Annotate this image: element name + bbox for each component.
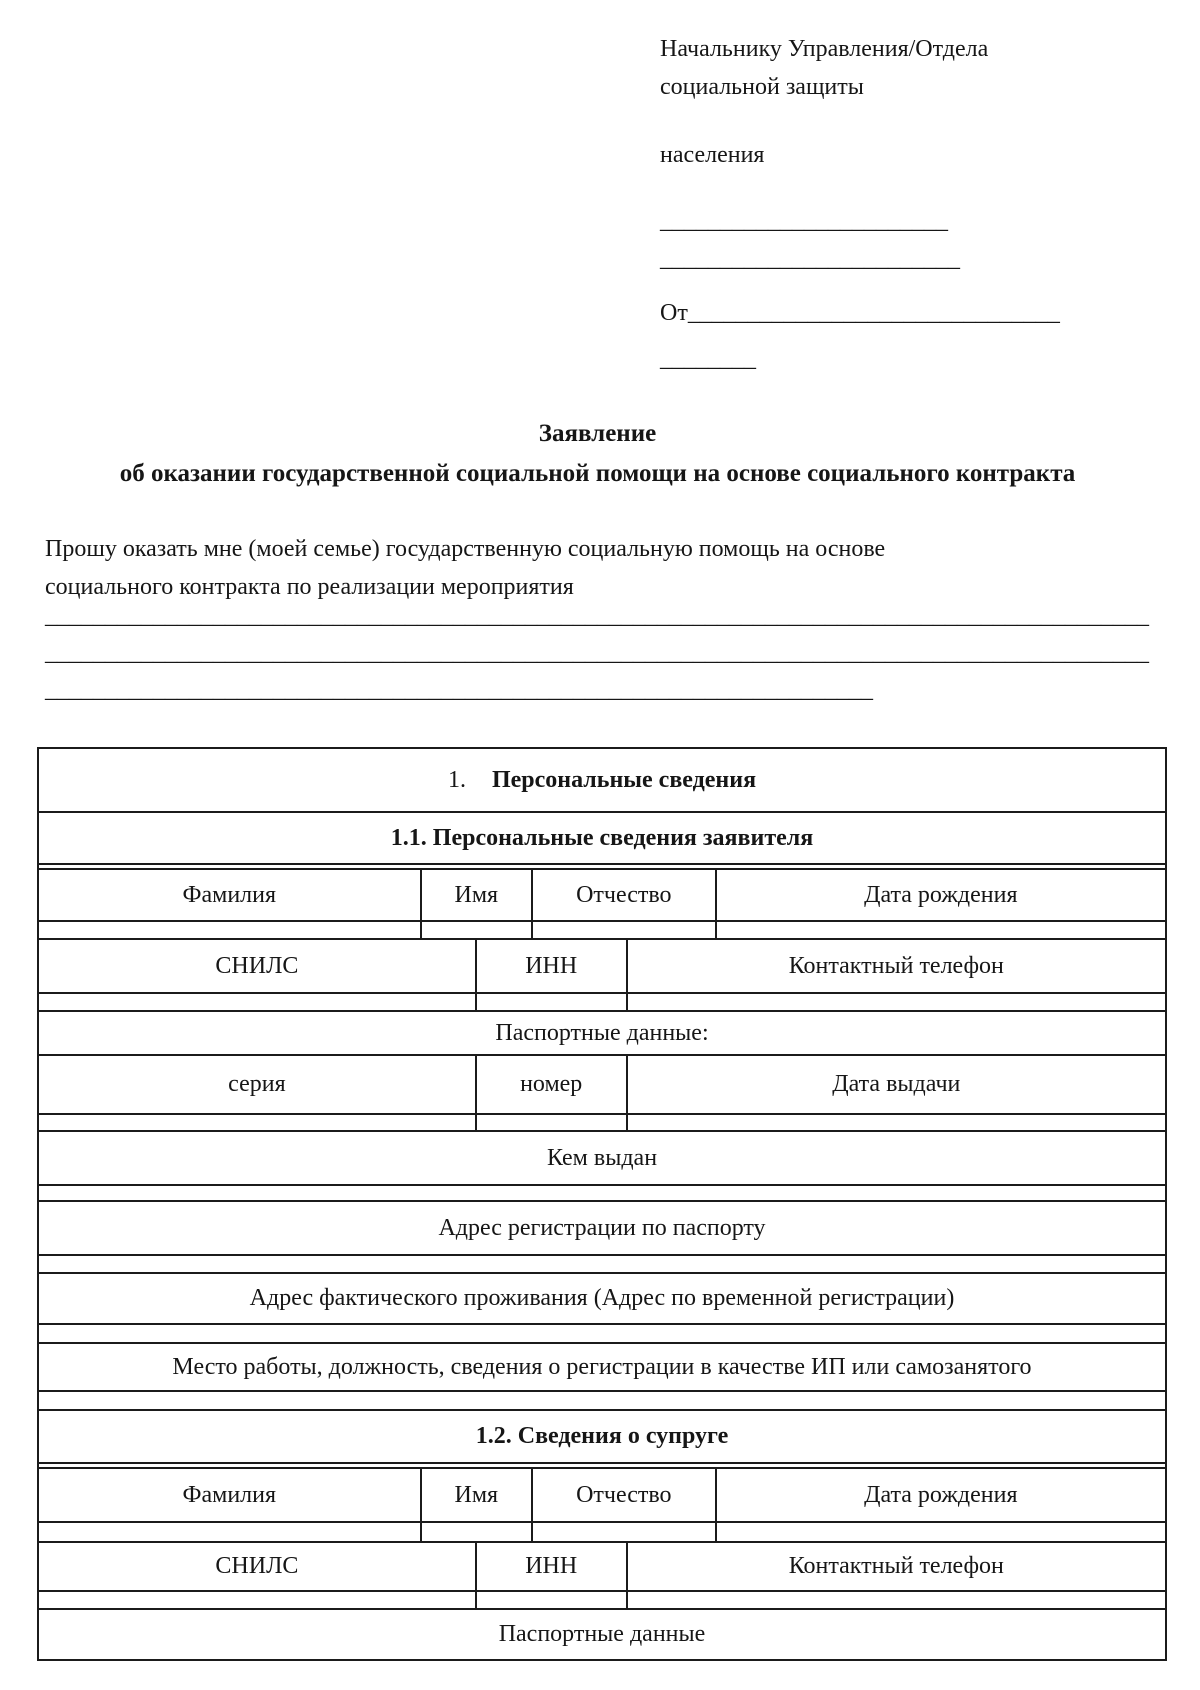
inn-header-cell: ИНН — [475, 940, 626, 992]
addressee-blank-line-2: _________________________ — [660, 246, 960, 272]
snils-input-cell-spouse — [39, 1592, 475, 1608]
name-header-cell: Имя — [420, 870, 531, 920]
document-title-line-2: об оказании государственной социальной помощи на основе социального контракта — [119, 460, 1076, 487]
fio-header-row-spouse — [39, 1467, 1165, 1523]
phone-input-cell-spouse — [626, 1592, 1165, 1608]
contact-header-row-spouse — [39, 1543, 1165, 1592]
series-header-cell: серия — [228, 1071, 286, 1097]
issued-by-row: Кем выдан — [39, 1132, 1165, 1186]
work-info-input-row — [39, 1392, 1165, 1411]
name-input-cell — [420, 922, 531, 938]
addressee-block — [660, 30, 1140, 378]
intro-paragraph: Прошу оказать мне (моей семье) государственную социальную помощь на основе социального контракта по реализации мероприятия — [45, 536, 886, 600]
fio-header-row — [39, 868, 1165, 922]
fact-address-input-row — [39, 1325, 1165, 1344]
from-blank: _______________________________ — [687, 300, 1060, 326]
contact-input-row — [39, 994, 1165, 1012]
reg-address-row: Адрес регистрации по паспорту — [39, 1202, 1165, 1256]
passport-input-row — [39, 1115, 1165, 1132]
passport-title-row-spouse: Паспортные данные — [498, 1621, 706, 1647]
birthdate-header-cell-spouse: Дата рождения — [715, 1469, 1165, 1521]
section-1-1-row: 1.1. Персональные сведения заявителя — [39, 813, 1165, 865]
phone-header-cell-spouse: Контактный телефон — [626, 1543, 1165, 1590]
addressee-blank-line-3: ________ — [660, 346, 756, 372]
personal-info-table — [37, 747, 1167, 1661]
phone-header-cell: Контактный телефон — [626, 940, 1165, 992]
name-input-cell-spouse — [420, 1523, 531, 1541]
surname-input-cell — [39, 922, 420, 938]
fio-input-row — [39, 922, 1165, 940]
intro-blank-line-1: ____________________________________________________________________________________________ — [45, 603, 1149, 629]
document-title — [45, 414, 1150, 494]
issue-date-input-cell — [626, 1115, 1165, 1130]
issue-date-header-cell: Дата выдачи — [626, 1056, 1165, 1113]
contact-header-row — [39, 940, 1165, 994]
addressee-line-2: социальной защиты — [660, 74, 864, 100]
reg-address-input-row — [39, 1256, 1165, 1274]
from-label: От — [660, 300, 688, 326]
addressee-line-3: населения — [660, 142, 765, 168]
inn-input-cell-spouse — [475, 1592, 626, 1608]
patronymic-header-cell-spouse: Отчество — [531, 1469, 715, 1521]
issued-by-input-row — [39, 1186, 1165, 1202]
document-title-line-1: Заявление — [538, 420, 657, 447]
surname-header-cell-spouse: Фамилия — [182, 1481, 277, 1508]
birthdate-input-cell — [715, 922, 1165, 938]
surname-input-cell-spouse — [39, 1523, 420, 1541]
snils-header-cell-spouse: СНИЛС — [215, 1553, 299, 1579]
number-header-cell: номер — [475, 1056, 626, 1113]
snils-input-cell — [39, 994, 475, 1010]
section-1-row — [39, 749, 1165, 813]
intro-blank-line-3: _____________________________________________________________________ — [45, 677, 873, 703]
patronymic-input-cell-spouse — [531, 1523, 715, 1541]
number-input-cell — [475, 1115, 626, 1130]
birthdate-input-cell-spouse — [715, 1523, 1165, 1541]
intro-blank-line-2: ____________________________________________________________________________________________ — [45, 640, 1149, 666]
name-header-cell-spouse: Имя — [420, 1469, 531, 1521]
contact-input-row-spouse — [39, 1592, 1165, 1610]
section-1-2-row: 1.2. Сведения о супруге — [39, 1411, 1165, 1464]
section-1-number: 1. — [447, 766, 466, 793]
surname-header-cell: Фамилия — [182, 881, 277, 908]
addressee-line-1: Начальнику Управления/Отдела — [660, 36, 989, 62]
phone-input-cell — [626, 994, 1165, 1010]
inn-input-cell — [475, 994, 626, 1010]
inn-header-cell-spouse: ИНН — [475, 1543, 626, 1590]
patronymic-header-cell: Отчество — [531, 870, 715, 920]
work-info-row: Место работы, должность, сведения о регистрации в качестве ИП или самозанятого — [39, 1344, 1165, 1392]
intro-blank-lines — [45, 598, 1175, 709]
passport-fields-row — [39, 1056, 1165, 1115]
fio-input-row-spouse — [39, 1523, 1165, 1543]
series-input-cell — [39, 1115, 475, 1130]
birthdate-header-cell: Дата рождения — [715, 870, 1165, 920]
passport-title-row: Паспортные данные: — [39, 1012, 1165, 1056]
fact-address-row: Адрес фактического проживания (Адрес по временной регистрации) — [39, 1274, 1165, 1325]
patronymic-input-cell — [531, 922, 715, 938]
from-line — [660, 294, 1140, 332]
addressee-blank-line-1: ________________________ — [660, 208, 948, 234]
section-1-title: Персональные сведения — [491, 766, 757, 793]
snils-header-cell: СНИЛС — [215, 952, 299, 979]
